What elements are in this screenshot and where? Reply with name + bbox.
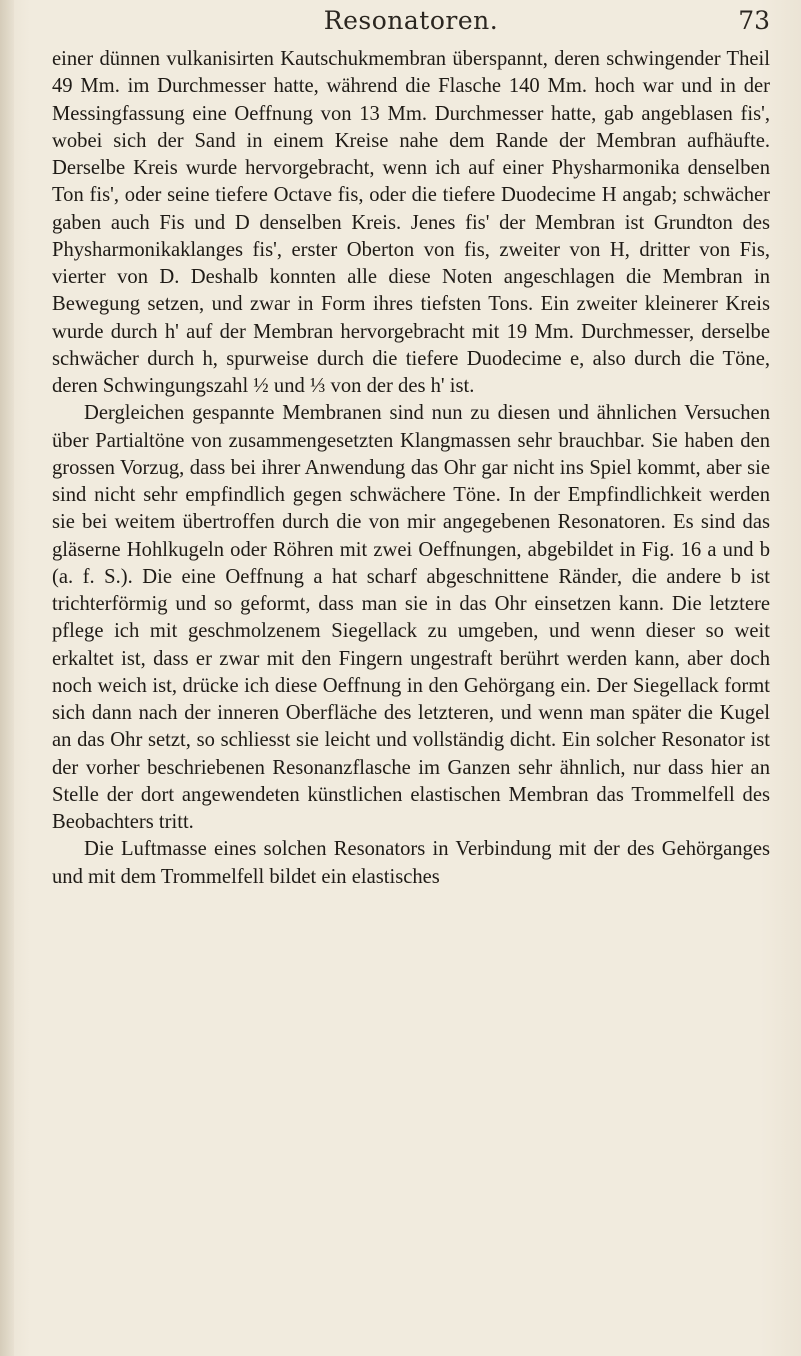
- page-gutter-shadow: [0, 0, 14, 1356]
- paragraph-2: Dergleichen gespannte Membranen sind nun zu diesen und ähnlichen Versuchen über Partialtöne von zusammengesetzten Klangmassen sehr brauchbar. Sie haben den grossen Vorzug, dass bei ihrer Anwendung das Ohr gar nicht ins Spiel kommt, aber sie sind nicht sehr empfindlich gegen schwächere Töne. In der Empfindlichkeit werden sie bei weitem übertroffen durch die von mir angegebenen Resonatoren. Es sind das gläserne Hohlkugeln oder Röhren mit zwei Oeffnungen, abgebildet in Fig. 16 a und b (a. f. S.). Die eine Oeffnung a hat scharf abgeschnittene Ränder, die andere b ist trichterförmig und so geformt, dass man sie in das Ohr einsetzen kann. Die letztere pflege ich mit geschmolzenem Siegellack zu umgeben, und wenn dieser so weit erkaltet ist, dass er zwar mit den Fingern ungestraft berührt werden kann, aber doch noch weich ist, drücke ich diese Oeffnung in den Gehörgang ein. Der Siegellack formt sich dann nach der inneren Oberfläche des letzteren, und wenn man später die Kugel an das Ohr setzt, so schliesst sie leicht und vollständig dicht. Ein solcher Resonator ist der vorher beschriebenen Resonanzflasche im Ganzen sehr ähnlich, nur dass hier an Stelle der dort angewendeten künstlichen elastischen Membran das Trommelfell des Beobachters tritt.: [52, 402, 770, 833]
- paragraph-1: einer dünnen vulkanisirten Kautschukmembran überspannt, deren schwingender Theil 49 Mm. im Durchmesser hatte, während die Flasche 140 Mm. hoch war und in der Messingfassung eine Oeffnung von 13 Mm. Durchmesser hatte, gab angeblasen fis', wobei sich der Sand in einem Kreise nahe dem Rande der Membran aufhäufte. Derselbe Kreis wurde hervorgebracht, wenn ich auf einer Physharmonika denselben Ton fis', oder seine tiefere Octave fis, oder die tiefere Duodecime H angab; schwächer gaben auch Fis und D denselben Kreis. Jenes fis' der Membran ist Grundton des Physharmonikaklanges fis', erster Oberton von fis, zweiter von H, dritter von Fis, vierter von D. Deshalb konnten alle diese Noten angeschlagen die Membran in Bewegung setzen, und zwar in Form ihres tiefsten Tons. Ein zweiter kleinerer Kreis wurde durch h' auf der Membran hervorgebracht mit 19 Mm. Durchmesser, derselbe schwächer durch h, spurweise durch die tiefere Duodecime e, also durch die Töne, deren Schwingungszahl ½ und ⅓ von der des h' ist.: [52, 48, 770, 397]
- page-number: 73: [738, 6, 770, 35]
- running-header: [52, 6, 770, 40]
- running-title: Resonatoren.: [323, 6, 499, 35]
- paragraph-3: Die Luftmasse eines solchen Resonators in Verbindung mit der des Gehörganges und mit dem Trommelfell bildet ein elastisches: [52, 838, 770, 888]
- body-text: [52, 46, 770, 891]
